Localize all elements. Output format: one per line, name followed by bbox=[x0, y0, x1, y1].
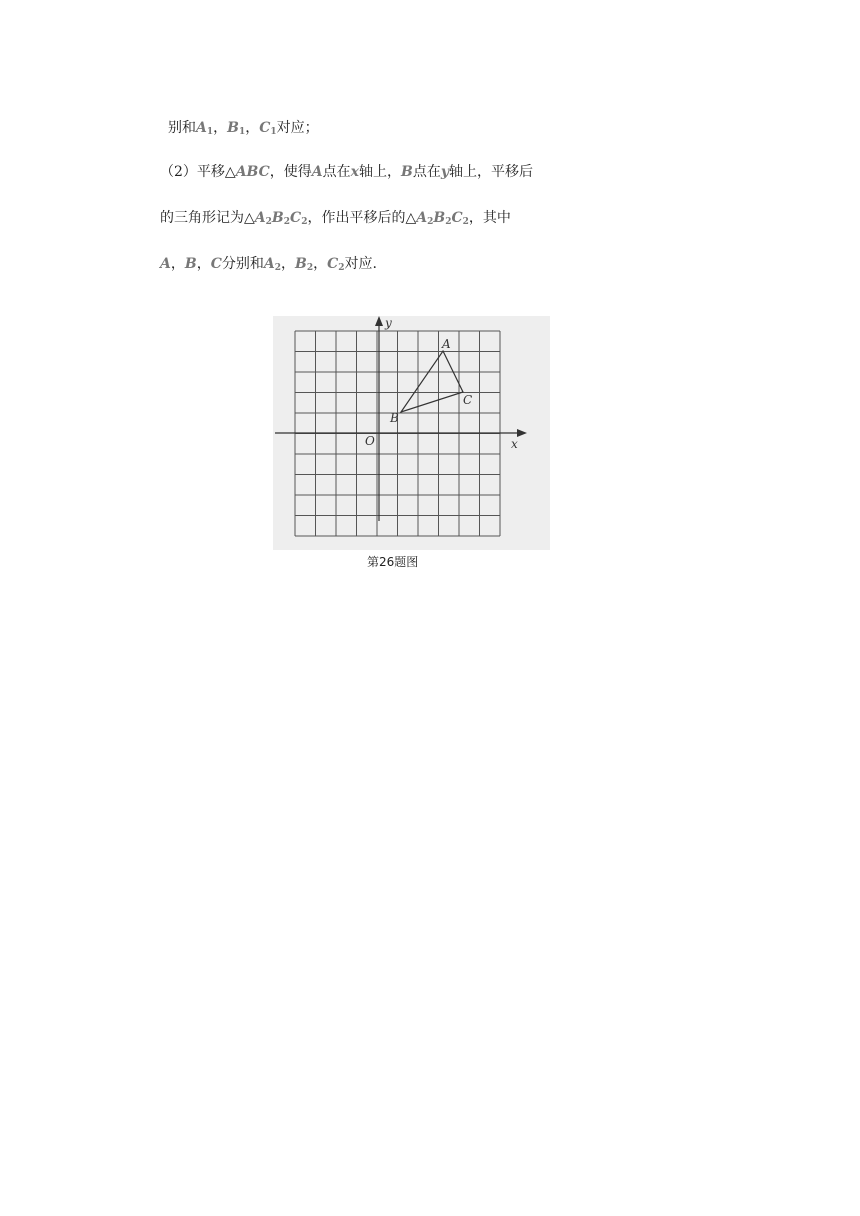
text: 轴上， bbox=[359, 164, 402, 180]
math-B: B bbox=[184, 256, 197, 272]
math-A2: $A_2$ bbox=[263, 256, 282, 273]
origin-label: O bbox=[365, 434, 375, 448]
axis-y-label: y bbox=[385, 316, 392, 330]
problem-line-1 bbox=[168, 118, 319, 142]
text: 轴上，平移后 bbox=[449, 164, 534, 180]
comma: ， bbox=[245, 120, 260, 136]
comma: ， bbox=[196, 256, 211, 272]
text: 分别和 bbox=[221, 256, 264, 272]
grid-svg bbox=[273, 316, 550, 550]
text: 别和 bbox=[168, 120, 196, 136]
figure-caption: 第26题图 bbox=[367, 555, 419, 569]
x-axis-arrow-icon bbox=[517, 429, 527, 437]
text: （2）平移△ bbox=[160, 164, 236, 180]
problem-line-3 bbox=[160, 208, 511, 232]
text: ，其中 bbox=[468, 210, 511, 226]
triangle-abc bbox=[401, 351, 463, 412]
math-B1: $B_1$ bbox=[227, 120, 246, 137]
vertex-c-label: C bbox=[463, 393, 473, 407]
comma: ， bbox=[313, 256, 328, 272]
math-C2: $C_2$ bbox=[327, 256, 345, 273]
comma: ， bbox=[213, 120, 228, 136]
math-ABC: ABC bbox=[235, 164, 270, 180]
text: 点在 bbox=[322, 164, 351, 180]
comma: ， bbox=[281, 256, 296, 272]
math-B2: $B_2$ bbox=[295, 256, 314, 273]
comma: ， bbox=[170, 256, 185, 272]
text: 点在 bbox=[412, 164, 441, 180]
text: 对应. bbox=[344, 256, 377, 272]
math-A: A bbox=[160, 256, 171, 272]
text: ，使得 bbox=[269, 164, 312, 180]
math-y: y bbox=[440, 164, 450, 180]
problem-line-4 bbox=[160, 254, 377, 278]
vertex-b-label: B bbox=[390, 411, 399, 425]
vertex-a-label: A bbox=[442, 337, 451, 351]
math-A2B2C2-second: $A_2B_2C_2$ bbox=[416, 210, 469, 227]
problem-line-2 bbox=[160, 162, 533, 182]
axis-x-label: x bbox=[511, 437, 518, 451]
math-x: x bbox=[350, 164, 360, 180]
coordinate-grid-figure bbox=[273, 316, 550, 550]
y-axis-arrow-icon bbox=[375, 316, 383, 326]
text: 的三角形记为△ bbox=[160, 210, 255, 226]
math-C: C bbox=[210, 256, 222, 272]
math-A2B2C2: $A_2B_2C_2$ bbox=[254, 210, 308, 227]
math-A1: $A_1$ bbox=[196, 120, 214, 137]
text: ，作出平移后的△ bbox=[307, 210, 417, 226]
math-A: A bbox=[311, 164, 323, 180]
text: 对应； bbox=[276, 120, 319, 136]
math-C1: $C_1$ bbox=[259, 120, 277, 137]
math-B: B bbox=[401, 164, 413, 180]
